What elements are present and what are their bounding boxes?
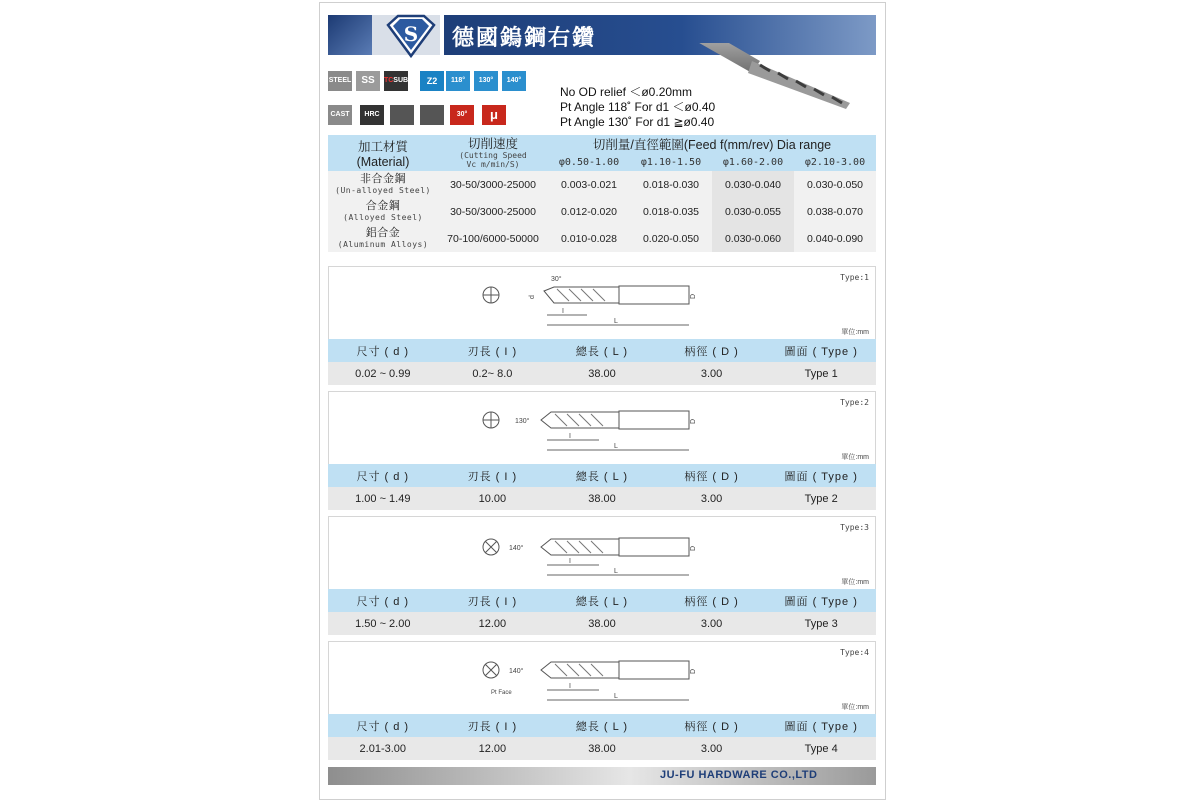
svg-text:I: I: [562, 308, 564, 315]
col-header: 尺寸 ( d ): [328, 589, 438, 612]
svg-text:D: D: [690, 418, 697, 424]
feed-cell: 0.020-0.050: [630, 225, 712, 252]
type-table: [328, 339, 876, 385]
total-cell: 38.00: [547, 612, 657, 635]
col-header: 圖面 ( Type ): [766, 589, 876, 612]
type-block-4: [328, 641, 876, 760]
col-header: 圖面 ( Type ): [766, 464, 876, 487]
speed-header: 切削速度 (Cutting Speed Vc m/min/S): [438, 135, 548, 171]
feed-cell: 0.040-0.090: [794, 225, 876, 252]
type-block-3: [328, 516, 876, 635]
page-title: 德國鎢鋼右鑽: [452, 26, 597, 51]
angle-130-badge-icon: 130°: [474, 71, 498, 91]
range-header: φ2.10-3.00: [794, 153, 876, 171]
col-header: 柄徑 ( D ): [657, 714, 767, 737]
table-row: [328, 225, 876, 252]
shank-cell: 3.00: [657, 487, 767, 510]
blade-cell: 0.2~ 8.0: [438, 362, 548, 385]
col-header: 圖面 ( Type ): [766, 714, 876, 737]
col-header: 刃長 ( I ): [438, 339, 548, 362]
spec-line: Pt Angle 130˚ For d1 ≧ø0.40: [560, 115, 715, 129]
svg-text:D: D: [690, 668, 697, 674]
shank-cell: 3.00: [657, 737, 767, 760]
drill-drawing: [329, 517, 877, 589]
col-header: 柄徑 ( D ): [657, 589, 767, 612]
company-name: JU-FU HARDWARE CO.,LTD: [660, 769, 818, 781]
cutting-data-table: [328, 135, 876, 252]
feature-badges: [328, 71, 548, 133]
size-cell: 1.50 ~ 2.00: [328, 612, 438, 635]
col-header: 刃長 ( I ): [438, 714, 548, 737]
feed-cell: 0.038-0.070: [794, 198, 876, 225]
drawing-panel: [328, 391, 876, 464]
svg-text:L: L: [614, 318, 618, 325]
col-header: 柄徑 ( D ): [657, 464, 767, 487]
end-view-icon: [483, 662, 499, 678]
type-table: [328, 589, 876, 635]
spec-line: No OD relief ＜ø0.20mm: [560, 85, 693, 99]
size-cell: 1.00 ~ 1.49: [328, 487, 438, 510]
col-header: 總長 ( L ): [547, 339, 657, 362]
material-cell: 鋁合金 (Aluminum Alloys): [328, 225, 438, 252]
table-row: [328, 612, 876, 635]
range-header: φ1.10-1.50: [630, 153, 712, 171]
angle-118-badge-icon: 118°: [446, 71, 470, 91]
catalog-sheet: [319, 2, 886, 800]
unit-label: 單位:mm: [841, 329, 869, 336]
svg-text:I: I: [569, 683, 571, 690]
point-badge-icon: [420, 105, 444, 125]
angle-label: 130°: [515, 418, 530, 425]
feed-header: 切削量/直徑範圍(Feed f(mm/rev) Dia range: [548, 135, 876, 153]
hrc-badge-icon: HRC: [360, 105, 384, 125]
angle-label: 140°: [509, 668, 524, 675]
shank-cell: 3.00: [657, 612, 767, 635]
svg-text:I: I: [569, 433, 571, 440]
drill-drawing: [329, 267, 877, 339]
angle-140-badge-icon: 140°: [502, 71, 526, 91]
table-row: [328, 362, 876, 385]
unit-label: 單位:mm: [841, 704, 869, 711]
speed-cell: 70-100/6000-50000: [438, 225, 548, 252]
pt-face-label: Pt Face: [491, 690, 512, 696]
total-cell: 38.00: [547, 362, 657, 385]
col-header: 尺寸 ( d ): [328, 714, 438, 737]
svg-text:S: S: [403, 22, 419, 46]
col-header: 總長 ( L ): [547, 589, 657, 612]
end-view-icon: [483, 287, 499, 303]
angle-label: 140°: [509, 545, 524, 552]
blade-cell: 12.00: [438, 612, 548, 635]
size-cell: 2.01-3.00: [328, 737, 438, 760]
feed-cell: 0.030-0.050: [794, 171, 876, 198]
col-header: 刃長 ( I ): [438, 589, 548, 612]
drawing-panel: [328, 641, 876, 714]
end-view-icon: [483, 412, 499, 428]
material-header: 加工材質 (Material): [328, 135, 438, 171]
col-header: 總長 ( L ): [547, 714, 657, 737]
range-header: φ0.50-1.00: [548, 153, 630, 171]
type-cell: Type 4: [766, 737, 876, 760]
diamond-logo-icon: [382, 13, 440, 59]
feed-cell: 0.018-0.030: [630, 171, 712, 198]
feed-cell: 0.018-0.035: [630, 198, 712, 225]
type-label: Type:1: [840, 273, 869, 282]
drawing-panel: [328, 266, 876, 339]
z2-badge-icon: Z2: [420, 71, 444, 91]
unit-label: 單位:mm: [841, 579, 869, 586]
cast-badge-icon: CAST: [328, 105, 352, 125]
type-block-2: [328, 391, 876, 510]
type-label: Type:2: [840, 398, 869, 407]
svg-text:L: L: [614, 443, 618, 450]
type-cell: Type 3: [766, 612, 876, 635]
spec-line: Pt Angle 118˚ For d1 ＜ø0.40: [560, 100, 716, 114]
table-row: [328, 737, 876, 760]
header-left-block: [328, 15, 376, 55]
shank-cell: 3.00: [657, 362, 767, 385]
micro-badge-icon: μ: [482, 105, 506, 125]
spec-notes: [560, 85, 715, 130]
blade-cell: 10.00: [438, 487, 548, 510]
speed-cell: 30-50/3000-25000: [438, 171, 548, 198]
type-cell: Type 2: [766, 487, 876, 510]
feed-cell: 0.030-0.040: [712, 171, 794, 198]
type-table: [328, 714, 876, 760]
feed-cell: 0.030-0.055: [712, 198, 794, 225]
speed-cell: 30-50/3000-25000: [438, 198, 548, 225]
tc-sub-badge-icon: TC SUB: [384, 71, 408, 91]
size-cell: 0.02 ~ 0.99: [328, 362, 438, 385]
col-header: 尺寸 ( d ): [328, 464, 438, 487]
table-row: [328, 487, 876, 510]
drawing-panel: [328, 516, 876, 589]
range-header: φ1.60-2.00: [712, 153, 794, 171]
type-label: Type:4: [840, 648, 869, 657]
col-header: 圖面 ( Type ): [766, 339, 876, 362]
material-cell: 合金鋼 (Alloyed Steel): [328, 198, 438, 225]
col-header: 總長 ( L ): [547, 464, 657, 487]
feed-cell: 0.003-0.021: [548, 171, 630, 198]
col-header: 刃長 ( I ): [438, 464, 548, 487]
total-cell: 38.00: [547, 487, 657, 510]
feed-cell: 0.030-0.060: [712, 225, 794, 252]
total-cell: 38.00: [547, 737, 657, 760]
type-block-1: [328, 266, 876, 385]
svg-text:D: D: [690, 293, 697, 299]
type-cell: Type 1: [766, 362, 876, 385]
ss-badge-icon: SS: [356, 71, 380, 91]
drill-drawing: [329, 642, 877, 714]
type-table: [328, 464, 876, 510]
feed-cell: 0.010-0.028: [548, 225, 630, 252]
svg-text:L: L: [614, 693, 618, 700]
col-header: 尺寸 ( d ): [328, 339, 438, 362]
steel-badge-icon: STEEL: [328, 71, 352, 91]
chamfer-badge-icon: [390, 105, 414, 125]
material-cell: 非合金鋼 (Un-alloyed Steel): [328, 171, 438, 198]
angle-label: 30°: [551, 276, 562, 283]
svg-text:I: I: [569, 558, 571, 565]
angle-30-badge-icon: 30°: [450, 105, 474, 125]
svg-text:L: L: [614, 568, 618, 575]
table-row: [328, 198, 876, 225]
svg-text:D: D: [690, 545, 697, 551]
drill-drawing: [329, 392, 877, 464]
table-row: [328, 171, 876, 198]
svg-text:d: d: [529, 295, 536, 299]
col-header: 柄徑 ( D ): [657, 339, 767, 362]
blade-cell: 12.00: [438, 737, 548, 760]
type-label: Type:3: [840, 523, 869, 532]
end-view-icon: [483, 539, 499, 555]
unit-label: 單位:mm: [841, 454, 869, 461]
feed-cell: 0.012-0.020: [548, 198, 630, 225]
